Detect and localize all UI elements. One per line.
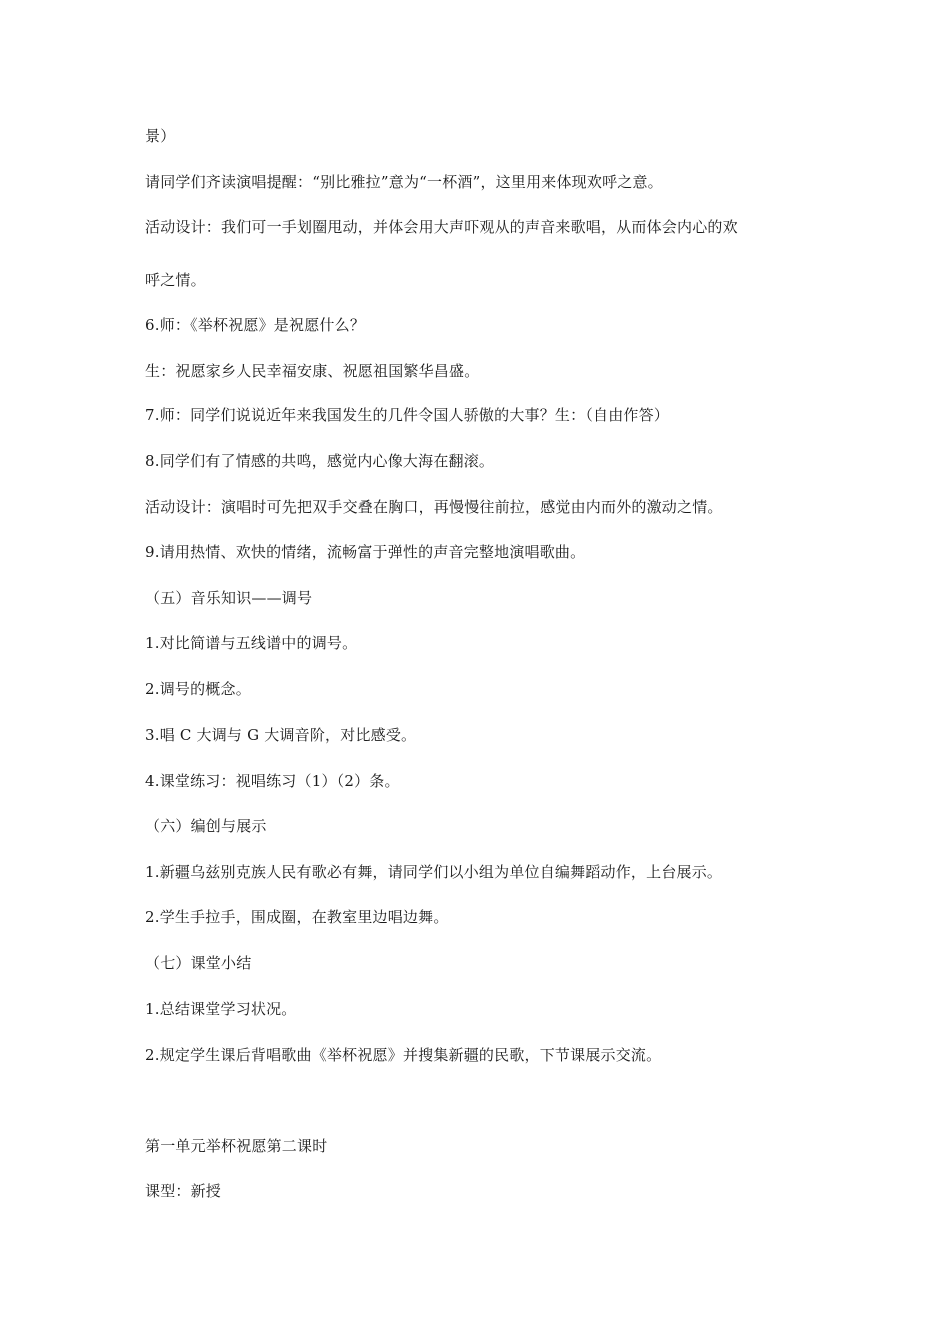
- text-line: 景）: [145, 127, 176, 145]
- text-line: 2.规定学生课后背唱歌曲《举杯祝愿》并搜集新疆的民歌，下节课展示交流。: [145, 1046, 662, 1064]
- text-line: 1.对比简谱与五线谱中的调号。: [145, 634, 358, 652]
- section-heading: （七）课堂小结: [145, 954, 252, 972]
- section-heading: （六）编创与展示: [145, 817, 267, 835]
- text-line: 生：祝愿家乡人民幸福安康、祝愿祖国繁华昌盛。: [145, 362, 480, 380]
- text-line: 2.调号的概念。: [145, 680, 251, 698]
- text-line: 呼之情。: [145, 271, 206, 289]
- text-line: 9.请用热情、欢快的情绪，流畅富于弹性的声音完整地演唱歌曲。: [145, 543, 586, 561]
- text-line: 活动设计：我们可一手划圈甩动，并体会用大声吓观从的声音来歌唱，从而体会内心的欢: [145, 218, 738, 236]
- text-line: 活动设计：演唱时可先把双手交叠在胸口，再慢慢往前拉，感觉由内而外的激动之情。: [145, 498, 723, 516]
- text-line: 1.总结课堂学习状况。: [145, 1000, 297, 1018]
- text-line: 3.唱 C 大调与 G 大调音阶，对比感受。: [145, 726, 417, 744]
- text-line: 7.师：同学们说说近年来我国发生的几件令国人骄傲的大事？生：（自由作答）: [145, 406, 670, 424]
- text-line: 6.师：《举杯祝愿》是祝愿什么？: [145, 316, 366, 334]
- text-line: 2.学生手拉手，围成圈，在教室里边唱边舞。: [145, 908, 449, 926]
- section-heading: （五）音乐知识——调号: [145, 589, 313, 607]
- text-line: 请同学们齐读演唱提醒：“别比雅拉”意为“一杯酒”，这里用来体现欢呼之意。: [145, 173, 663, 191]
- lesson-title: 第一单元举杯祝愿第二课时: [145, 1137, 328, 1155]
- text-line: 1.新疆乌兹别克族人民有歌必有舞，请同学们以小组为单位自编舞蹈动作，上台展示。: [145, 863, 723, 881]
- lesson-type: 课型：新授: [145, 1182, 222, 1200]
- text-line: 8.同学们有了情感的共鸣，感觉内心像大海在翻滚。: [145, 452, 495, 470]
- text-line: 4.课堂练习：视唱练习（1）（2）条。: [145, 772, 400, 790]
